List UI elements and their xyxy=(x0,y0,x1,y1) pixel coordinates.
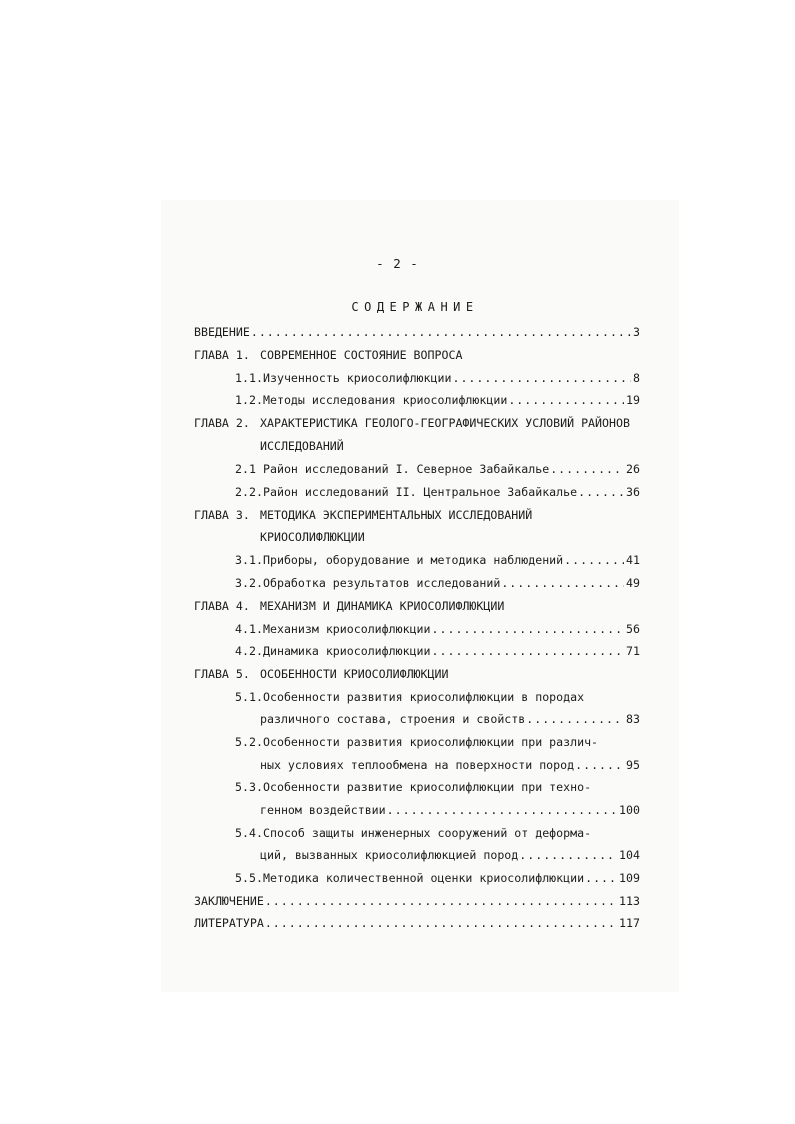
toc-entry-bibliography[interactable] xyxy=(194,913,640,933)
toc-chapter-number: ГЛАВА 5. xyxy=(194,667,250,681)
toc-entry-title: ХАРАКТЕРИСТИКА ГЕОЛОГО-ГЕОГРАФИЧЕСКИХ УСЛОВИЙ РАЙОНОВ xyxy=(260,416,630,430)
toc-entry-title: МЕХАНИЗМ И ДИНАМИКА КРИОСОЛИФЛЮКЦИИ xyxy=(260,599,505,613)
toc-entry-title: Район исследований II. Центральное Забайкалье xyxy=(263,485,578,499)
toc-entry-title: Механизм криосолифлюкции xyxy=(263,622,431,636)
toc-section-number: 1.1. xyxy=(235,371,263,385)
toc-entry-title: ЗАКЛЮЧЕНИЕ xyxy=(194,894,264,908)
toc-page-number: 113 xyxy=(619,894,640,908)
toc-entry-title: Способ защиты инженерных сооружений от деформа- xyxy=(263,826,592,840)
toc-leader-dots xyxy=(251,322,631,342)
toc-leader-dots xyxy=(575,755,624,775)
toc-page-number: 109 xyxy=(619,871,640,885)
toc-chapter-number: ГЛАВА 1. xyxy=(194,348,250,362)
toc-section-3-1[interactable] xyxy=(235,550,640,570)
toc-chapter-number: ГЛАВА 3. xyxy=(194,508,250,522)
toc-section-3-2[interactable] xyxy=(235,573,640,593)
toc-section-number: 5.5. xyxy=(235,871,263,885)
toc-page-number: 71 xyxy=(626,644,640,658)
toc-leader-dots xyxy=(265,891,617,911)
toc-leader-dots xyxy=(265,913,617,933)
toc-chapter-3[interactable] xyxy=(194,505,640,525)
toc-leader-dots xyxy=(501,573,624,593)
toc-leader-dots xyxy=(550,459,624,479)
toc-section-number: 5.2. xyxy=(235,735,263,749)
toc-section-1-1[interactable] xyxy=(235,368,640,388)
toc-entry-title: Обработка результатов исследований xyxy=(263,576,501,590)
toc-chapter-2[interactable] xyxy=(194,413,640,433)
toc-page-number: 104 xyxy=(619,848,640,862)
toc-section-number: 5.4. xyxy=(235,826,263,840)
toc-leader-dots xyxy=(432,641,625,661)
toc-entry-title: ОСОБЕННОСТИ КРИОСОЛИФЛЮКЦИИ xyxy=(260,667,449,681)
toc-entry-title: Методы исследования криосолифлюкции xyxy=(263,393,508,407)
toc-section-number: 5.1. xyxy=(235,690,263,704)
toc-section-2-1[interactable] xyxy=(235,459,640,479)
toc-entry-title: Район исследований I. Северное Забайкалье xyxy=(263,462,550,476)
toc-section-5-1-continuation[interactable] xyxy=(260,709,640,729)
toc-entry-title: Особенности развития криосолифлюкции при различ- xyxy=(263,735,599,749)
toc-leader-dots xyxy=(526,709,624,729)
toc-section-number: 4.2. xyxy=(235,644,263,658)
toc-page-number: 19 xyxy=(626,393,640,407)
toc-page-number: 49 xyxy=(626,576,640,590)
toc-chapter-1[interactable] xyxy=(194,345,640,365)
toc-leader-dots xyxy=(387,800,617,820)
toc-entry-title: ЛИТЕРАТУРА xyxy=(194,916,264,930)
toc-page-number: 8 xyxy=(633,371,640,385)
toc-section-1-2[interactable] xyxy=(235,390,640,410)
toc-page-number: 117 xyxy=(619,916,640,930)
document-title: СОДЕРЖАНИЕ xyxy=(351,300,479,314)
toc-section-number: 3.2. xyxy=(235,576,263,590)
toc-leader-dots xyxy=(452,368,631,388)
toc-chapter-5[interactable] xyxy=(194,664,640,684)
toc-page-number: 36 xyxy=(626,485,640,499)
toc-entry-title: МЕТОДИКА ЭКСПЕРИМЕНТАЛЬНЫХ ИССЛЕДОВАНИЙ xyxy=(260,508,533,522)
toc-section-5-2-continuation[interactable] xyxy=(260,755,640,775)
toc-chapter-number: ГЛАВА 2. xyxy=(194,416,250,430)
toc-chapter-4[interactable] xyxy=(194,596,640,616)
toc-section-5-4-continuation[interactable] xyxy=(260,845,640,865)
toc-entry-title: Особенности развитие криосолифлюкции при техно- xyxy=(263,780,592,794)
toc-section-number: 3.1. xyxy=(235,553,263,567)
toc-entry-title: ВВЕДЕНИЕ xyxy=(194,325,250,339)
toc-leader-dots xyxy=(519,845,617,865)
toc-section-4-2[interactable] xyxy=(235,641,640,661)
toc-entry-title: Особенности развития криосолифлюкции в породах xyxy=(263,690,585,704)
toc-section-5-4[interactable] xyxy=(235,823,640,843)
toc-section-2-2[interactable] xyxy=(235,482,640,502)
toc-leader-dots xyxy=(564,550,624,570)
toc-leader-dots xyxy=(578,482,624,502)
toc-entry-title: Приборы, оборудование и методика наблюдений xyxy=(263,553,564,567)
toc-page-number: 26 xyxy=(626,462,640,476)
toc-page-number: 56 xyxy=(626,622,640,636)
toc-leader-dots xyxy=(508,390,624,410)
toc-section-number: 5.3. xyxy=(235,780,263,794)
toc-entry-title: ных условиях теплообмена на поверхности пород xyxy=(260,758,575,772)
toc-page-number: 3 xyxy=(633,325,640,339)
toc-chapter-number: ГЛАВА 4. xyxy=(194,599,250,613)
toc-section-4-1[interactable] xyxy=(235,619,640,639)
toc-entry-title: ций, вызванных криосолифлюкцией пород xyxy=(260,848,519,862)
toc-leader-dots xyxy=(585,868,617,888)
toc-page-number: 100 xyxy=(619,803,640,817)
toc-entry-title: Методика количественной оценки криосолифлюкции xyxy=(263,871,585,885)
toc-entry-title: КРИОСОЛИФЛЮКЦИИ xyxy=(260,530,365,544)
toc-entry-title: генном воздействии xyxy=(260,803,386,817)
toc-section-5-5[interactable] xyxy=(235,868,640,888)
toc-section-5-2[interactable] xyxy=(235,732,640,752)
toc-entry-introduction[interactable] xyxy=(194,322,640,342)
toc-section-number: 1.2. xyxy=(235,393,263,407)
toc-entry-title: различного состава, строения и свойств xyxy=(260,712,526,726)
toc-section-number: 4.1. xyxy=(235,622,263,636)
toc-page-number: 41 xyxy=(626,553,640,567)
toc-section-5-1[interactable] xyxy=(235,687,640,707)
toc-chapter-2-continuation[interactable] xyxy=(260,436,640,456)
toc-entry-title: ИССЛЕДОВАНИЙ xyxy=(260,439,344,453)
toc-page-number: 95 xyxy=(626,758,640,772)
toc-chapter-3-continuation[interactable] xyxy=(260,527,640,547)
toc-section-number: 2.2. xyxy=(235,485,263,499)
toc-entry-conclusion[interactable] xyxy=(194,891,640,911)
toc-section-number: 2.1 xyxy=(235,462,256,476)
toc-section-5-3-continuation[interactable] xyxy=(260,800,640,820)
toc-page-number: 83 xyxy=(626,712,640,726)
toc-entry-title: Изученность криосолифлюкции xyxy=(263,371,452,385)
toc-entry-title: СОВРЕМЕННОЕ СОСТОЯНИЕ ВОПРОСА xyxy=(260,348,463,362)
toc-entry-title: Динамика криосолифлюкции xyxy=(263,644,431,658)
page-number: - 2 - xyxy=(376,256,419,271)
toc-section-5-3[interactable] xyxy=(235,777,640,797)
toc-leader-dots xyxy=(432,619,625,639)
